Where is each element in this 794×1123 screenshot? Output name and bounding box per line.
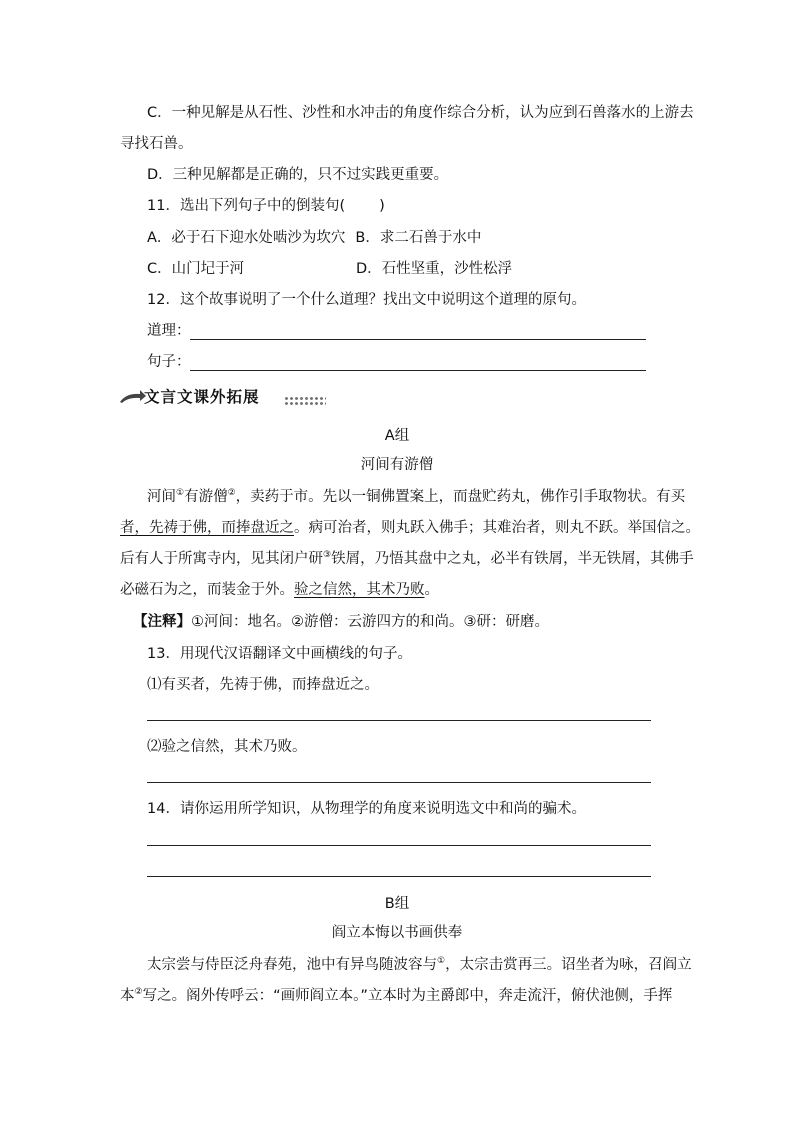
question-12: 12．这个故事说明了一个什么道理？找出文中说明这个道理的原句。 <box>147 292 586 308</box>
group-a-label: A组 <box>384 428 410 444</box>
q14-answer-line-2[interactable] <box>147 876 651 877</box>
option-d: D．三种见解都是正确的，只不过实践更重要。 <box>147 167 449 183</box>
reason-answer-line[interactable] <box>190 339 646 340</box>
footnote-ref: ② <box>134 987 143 998</box>
passage-text: ，太宗击赏再三。诏坐者为咏，召阎立 <box>445 957 692 973</box>
option-b: B．求二石兽于水中 <box>355 230 482 246</box>
footnote-ref: ③ <box>323 550 332 561</box>
section-banner <box>118 385 328 409</box>
passage-text: 太宗尝与侍臣泛舟春苑，池中有异鸟随波容与 <box>147 957 437 973</box>
passage-text: ，卖药于市。先以一铜佛置案上，而盘贮药丸，佛作引手取物状。有买 <box>235 489 686 505</box>
passage-text: 必磁石为之，而装金于外。 <box>120 582 294 598</box>
passage-b-line2 <box>120 986 672 1006</box>
section-banner-title: 文言文课外拓展 <box>144 388 260 406</box>
option-d-11: D．石性坚重，沙性松浮 <box>356 261 513 277</box>
passage-text: 。 <box>424 582 439 598</box>
question-13-2: ⑵验之信然，其术乃败。 <box>147 739 307 755</box>
annotation <box>133 612 549 632</box>
reason-label: 道理： <box>147 323 191 339</box>
sentence-answer-line[interactable] <box>190 370 646 371</box>
question-13-1: ⑴有买者，先祷于佛，而捧盘近之。 <box>147 677 379 693</box>
question-14: 14．请你运用所学知识，从物理学的角度来说明选文中和尚的骗术。 <box>147 801 586 817</box>
underlined-sentence: 者，先祷于佛，而捧盘近之 <box>120 520 294 536</box>
option-a: A．必于石下迎水处啮沙为坎穴 <box>147 230 346 246</box>
passage-text: 河间 <box>147 489 176 505</box>
passage-text: 有游僧 <box>184 489 228 505</box>
passage-text: 后有人于所寓寺内，见其闭户研 <box>120 551 323 567</box>
passage-a-line1 <box>147 487 685 507</box>
option-c-line2: 寻找石兽。 <box>120 136 193 152</box>
passage-text: 写之。阁外传呼云：“画师阎立本。”立本时为主爵郎中，奔走流汗，俯伏池侧，手挥 <box>142 988 673 1004</box>
passage-text: 铁屑，乃悟其盘中之丸，必半有铁屑，半无铁屑，其佛手 <box>331 551 694 567</box>
question-11-close: ) <box>379 198 385 214</box>
passage-b-line1 <box>147 955 692 975</box>
annotation-label: 【注释】 <box>133 614 191 630</box>
footnote-ref: ① <box>437 956 446 967</box>
passage-text: 本 <box>120 988 135 1004</box>
question-11-options-ab <box>147 228 481 248</box>
footnote-ref: ② <box>227 488 236 499</box>
q13-1-answer-line[interactable] <box>147 720 651 721</box>
sentence-label: 句子： <box>147 354 191 370</box>
group-a-title: 河间有游僧 <box>360 457 434 473</box>
option-c-11: C．山门圮于河 <box>147 261 245 277</box>
passage-a-line2 <box>120 518 700 538</box>
group-b-label: B组 <box>384 896 410 912</box>
q14-answer-line-1[interactable] <box>147 845 651 846</box>
passage-a-line3 <box>120 549 694 569</box>
group-b-title: 阎立本悔以书画供奉 <box>331 925 463 941</box>
passage-a-line4 <box>120 580 439 600</box>
footnote-ref: ① <box>176 488 185 499</box>
decorative-dots <box>284 396 326 406</box>
question-11 <box>147 196 385 216</box>
option-c-line1: C．一种见解是从石性、沙性和水冲击的角度作综合分析，认为应到石兽落水的上游去 <box>147 105 694 121</box>
question-11-text: 11．选出下列句子中的倒装句( <box>147 198 346 214</box>
q13-2-answer-line[interactable] <box>147 782 651 783</box>
passage-text: 。病可治者，则丸跃入佛手；其难治者，则丸不跃。举国信之。 <box>294 520 700 536</box>
question-13: 13．用现代汉语翻译文中画横线的句子。 <box>147 646 412 662</box>
annotation-text: ①河间：地名。②游僧：云游四方的和尚。③研：研磨。 <box>191 614 549 630</box>
underlined-sentence: 验之信然，其术乃败 <box>294 582 425 598</box>
